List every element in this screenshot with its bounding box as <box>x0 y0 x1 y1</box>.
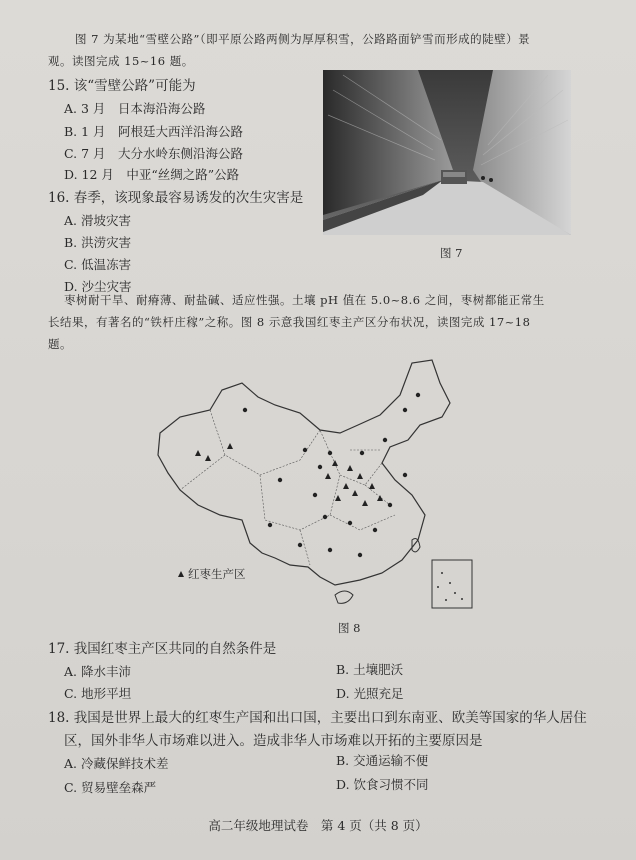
figure-7-caption: 图 7 <box>440 246 463 260</box>
q16-option-c: C. 低温冻害 <box>64 257 132 272</box>
q15-option-d: D. 12 月 中亚“丝绸之路”公路 <box>64 167 240 182</box>
intro-line-1: 图 7 为某地“雪壁公路”（即平原公路两侧为厚厚积雪，公路路面铲雪而形成的陡壁）景 <box>75 32 531 46</box>
q17-option-b: B. 土壤肥沃 <box>336 662 404 677</box>
q16-stem: 16. 春季，该现象最容易诱发的次生灾害是 <box>48 190 304 206</box>
q16-option-d: D. 沙尘灾害 <box>64 279 132 294</box>
figure-8-caption: 图 8 <box>338 621 361 635</box>
hainan-island <box>335 591 353 603</box>
q17-stem: 17. 我国红枣主产区共同的自然条件是 <box>48 641 277 657</box>
q18-option-d: D. 饮食习惯不同 <box>336 777 429 792</box>
q18-option-a: A. 冷藏保鲜技术差 <box>64 756 169 771</box>
china-jujube-map <box>150 355 490 610</box>
q17-option-c: C. 地形平坦 <box>64 686 132 701</box>
q15-option-a: A. 3 月 日本海沿海公路 <box>64 101 206 116</box>
q18-stem-line-1: 18. 我国是世界上最大的红枣生产国和出口国，主要出口到东南亚、欧美等国家的华人居住 <box>48 710 587 726</box>
map-legend-label: 红枣生产区 <box>188 567 246 581</box>
q15-option-b: B. 1 月 阿根廷大西洋沿海公路 <box>64 124 244 139</box>
legend-marker-icon <box>178 571 184 577</box>
q17-option-d: D. 光照充足 <box>336 686 404 701</box>
q16-option-b: B. 洪涝灾害 <box>64 235 132 250</box>
q15-option-c: C. 7 月 大分水岭东侧沿海公路 <box>64 146 243 161</box>
intro2-line-1: 枣树耐干旱、耐瘠薄、耐盐碱、适应性强。土壤 pH 值在 5.0~8.6 之间，枣树都能正常生 <box>64 293 545 307</box>
intro2-line-3: 题。 <box>48 337 72 351</box>
snow-wall-road-photo <box>323 70 571 235</box>
south-china-sea-inset <box>432 560 472 608</box>
q17-option-a: A. 降水丰沛 <box>64 664 131 679</box>
q18-stem-line-2: 区，国外非华人市场难以进入。造成非华人市场难以开拓的主要原因是 <box>64 733 483 749</box>
q18-option-b: B. 交通运输不便 <box>336 753 429 768</box>
intro-line-2: 观。读图完成 15~16 题。 <box>48 54 194 68</box>
q16-option-a: A. 滑坡灾害 <box>64 213 131 228</box>
intro2-line-2: 长结果，有著名的“铁杆庄稼”之称。图 8 示意我国红枣主产区分布状况，读图完成 17~18 <box>48 315 531 329</box>
q18-option-c: C. 贸易壁垒森严 <box>64 780 157 795</box>
q15-stem: 15. 该“雪壁公路”可能为 <box>48 78 196 94</box>
china-outline <box>158 360 450 585</box>
page-footer: 高二年级地理试卷 第 4 页（共 8 页） <box>208 818 428 833</box>
